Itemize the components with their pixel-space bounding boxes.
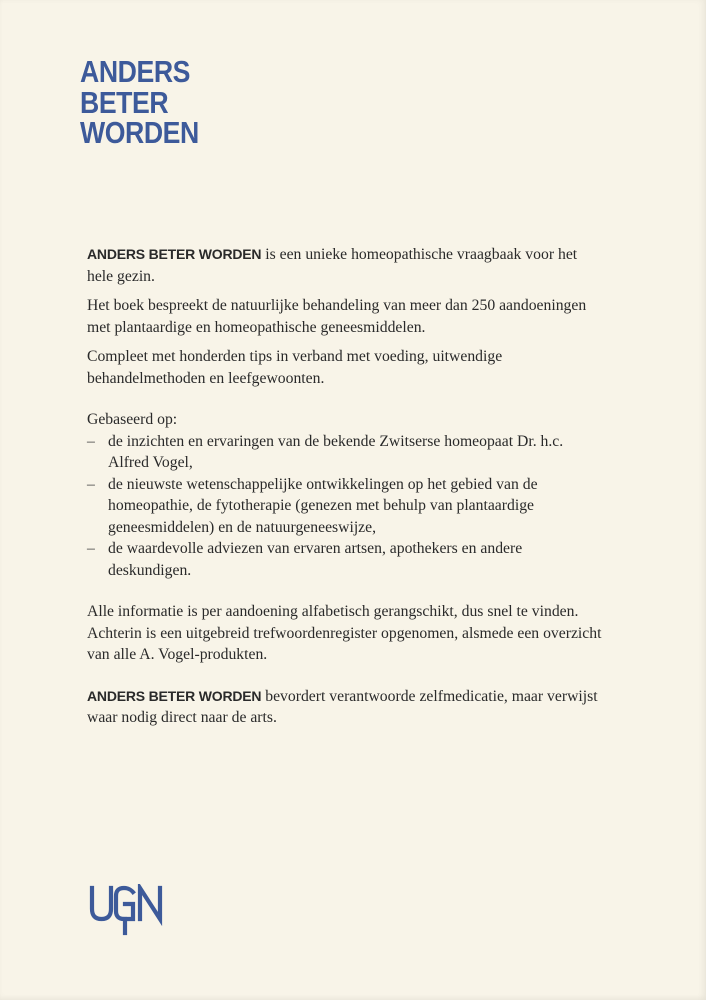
dash-bullet: – [87,475,95,493]
ugn-publisher-logo-icon [88,884,172,936]
paragraph-tips: Compleet met honderden tips in verband met voeding, uitwendige behandelmethoden en leefgewoonten. [87,348,503,387]
basis-list [87,431,607,582]
blurb-text [87,244,607,729]
paragraph-intro [87,244,607,287]
dash-bullet: – [87,432,95,450]
dash-bullet: – [87,540,95,557]
paragraph-selfcare-text: bevordert verantwoorde zelfmedicatie, maar verwijst waar nodig direct naar de arts. [87,687,598,726]
book-title [80,54,199,150]
title-inline: ANDERS BETER WORDEN [87,687,262,704]
title-line-2: BETER [80,84,169,120]
paragraph-intro-text: is een unieke homeopathische vraagbaak voor het hele gezin. [87,246,578,285]
paragraph-treatment: Het boek bespreekt de natuurlijke behandeling van meer dan 250 aandoeningen met plantaardige en homeopathische geneesmiddelen. [87,297,587,336]
list-item-text: de waardevolle adviezen van ervaren artsen, apothekers en andere deskundigen. [108,540,523,579]
list-item [87,474,607,539]
paragraph-index: Alle informatie is per aandoening alfabetisch gerangschikt, dus snel te vinden. Achterin is een uitgebreid trefwoordenregister opgenomen, alsmede een overzicht van alle A. Vogel-produkten. [87,603,602,663]
title-inline: ANDERS BETER WORDEN [87,246,262,262]
paragraph-selfcare [87,686,607,729]
title-line-3: WORDEN [80,115,199,150]
list-item-text: de nieuwste wetenschappelijke ontwikkelingen op het gebied van de homeopathie, de fytotherapie (genezen met behulp van plantaardige geneesmiddelen) en de natuurgeneeswijze, [108,475,538,536]
list-item [87,538,607,581]
title-line-1: ANDERS [80,54,190,89]
list-item-text: de inzichten en ervaringen van de bekende Zwitserse homeopaat Dr. h.c. Alfred Vogel, [108,432,564,471]
list-item [87,431,607,474]
basis-intro: Gebaseerd op: [87,411,178,428]
